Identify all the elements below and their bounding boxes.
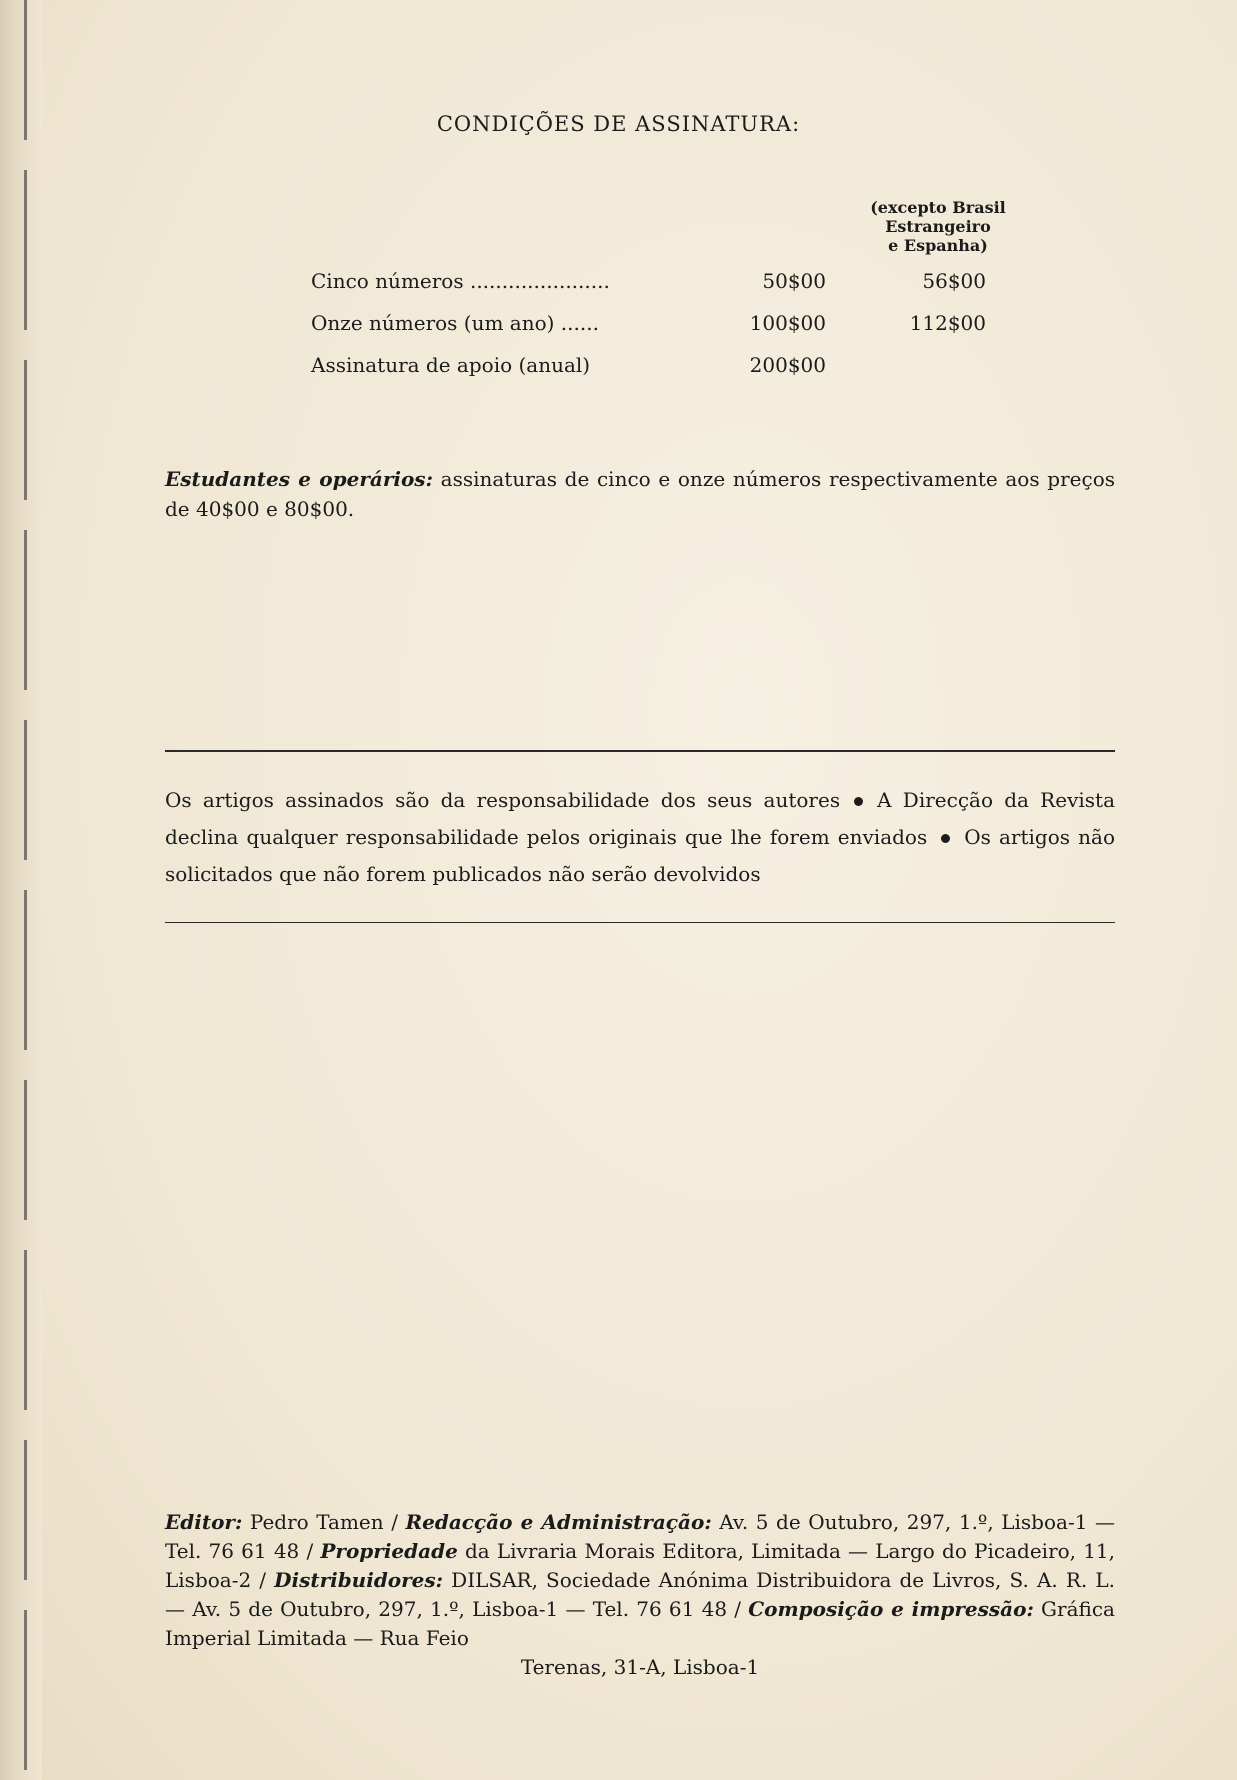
- page-title: CONDIÇÕES DE ASSINATURA:: [436, 112, 801, 136]
- price-row-apoio: [311, 350, 1001, 380]
- composicao-text: Gráfica Imperial Limitada — Rua Feio: [165, 1597, 1115, 1650]
- students-text: assinaturas de cinco e onze números respectivamente aos preços de 40$00 e 80$00.: [165, 467, 1115, 521]
- note-line: (excepto Brasil: [870, 198, 1006, 217]
- distribuidores-text: DILSAR, Sociedade Anónima Distribuidora de Livros, S. A. R. L. — Av. 5 de Outubro, 297, 1.º, Lisboa-1 — Tel. 76 61 48 /: [165, 1568, 1115, 1621]
- responsibility-notice: [165, 782, 1115, 893]
- distribuidores-label: Distribuidores:: [274, 1568, 444, 1592]
- students-note: [165, 464, 1115, 524]
- bullet-icon: [941, 834, 950, 843]
- price-portugal: 200$00: [749, 353, 826, 377]
- colophon-last-line: Terenas, 31-A, Lisboa-1: [520, 1655, 760, 1679]
- redaccao-label: Redacção e Administração:: [405, 1510, 712, 1534]
- price-label: Cinco números ......................: [311, 269, 610, 293]
- notice-part1: Os artigos assinados são da responsabilidade dos seus autores: [165, 788, 841, 812]
- note-line: e Espanha): [888, 236, 988, 255]
- redaccao-text: Av. 5 de Outubro, 297, 1.º, Lisboa-1 — Tel. 76 61 48 /: [165, 1510, 1115, 1563]
- propriedade-text: da Livraria Morais Editora, Limitada — Largo do Picadeiro, 11, Lisboa-2 /: [165, 1539, 1116, 1592]
- spine-edge: [24, 0, 27, 1780]
- price-portugal: 50$00: [762, 269, 826, 293]
- students-lead: Estudantes e operários:: [165, 467, 433, 491]
- divider-bottom: [165, 922, 1115, 923]
- editor-text: Pedro Tamen /: [242, 1510, 406, 1534]
- composicao-label: Composição e impressão:: [748, 1597, 1034, 1621]
- notice-part2: A Direcção da Revista declina qualquer responsabilidade pelos originais que lhe forem enviados: [165, 788, 1115, 849]
- price-row-cinco: [311, 266, 1001, 296]
- note-line: Estrangeiro: [885, 217, 991, 236]
- price-foreign: 56$00: [922, 269, 986, 293]
- price-row-onze: [311, 308, 1001, 338]
- price-portugal: 100$00: [749, 311, 826, 335]
- price-label: Onze números (um ano) ......: [311, 311, 599, 335]
- foreign-column-note: [848, 198, 1028, 255]
- price-label: Assinatura de apoio (anual): [311, 353, 591, 377]
- price-foreign: 112$00: [909, 311, 986, 335]
- propriedade-label: Propriedade: [320, 1539, 458, 1563]
- editor-label: Editor:: [165, 1510, 243, 1534]
- binding-spine: [0, 0, 42, 1780]
- divider-top: [165, 750, 1115, 752]
- colophon: [165, 1508, 1115, 1682]
- bullet-icon: [854, 797, 863, 806]
- notice-part3: Os artigos não solicitados que não forem publicados não serão devolvidos: [165, 825, 1115, 886]
